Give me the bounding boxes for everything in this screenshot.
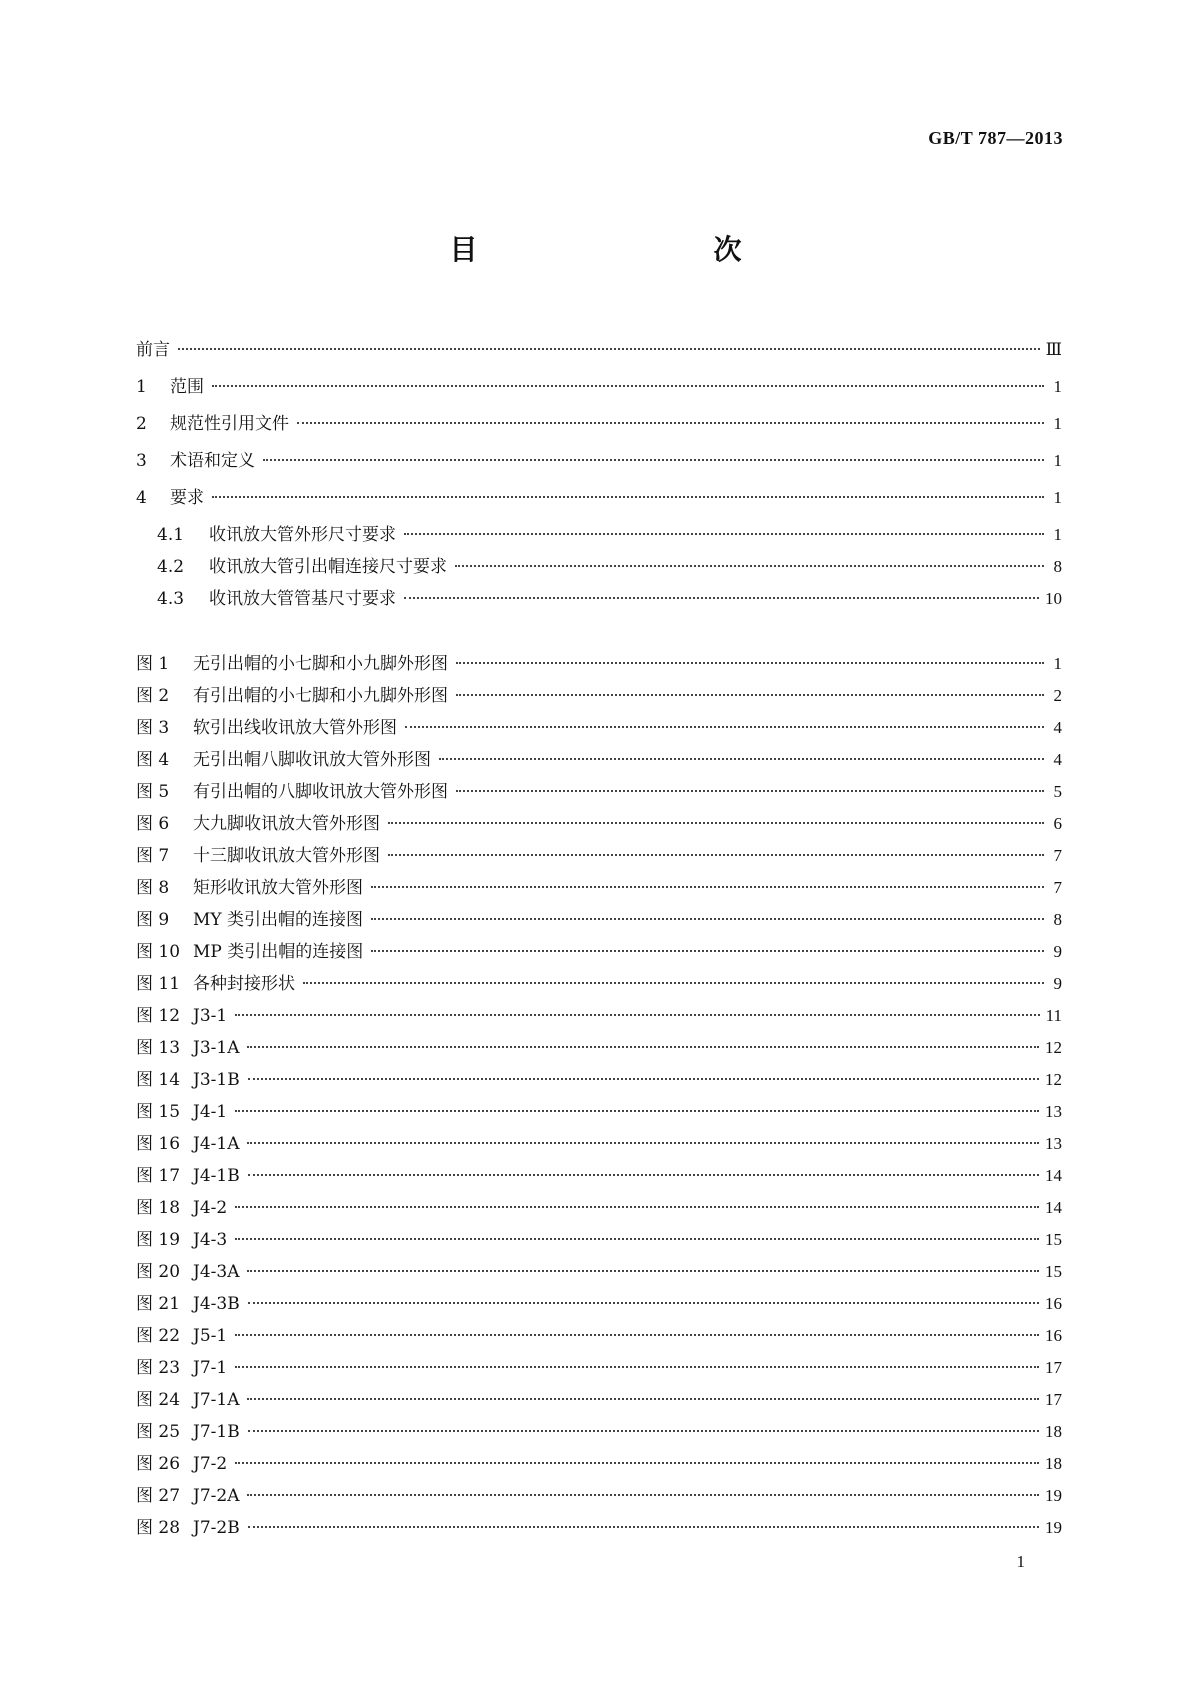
- toc-entry-text: J3-1A: [193, 1038, 240, 1058]
- toc-entry-text: J4-3: [193, 1230, 228, 1250]
- toc-figure-entry[interactable]: [136, 1289, 1062, 1315]
- toc-entry-number: 1: [136, 377, 147, 397]
- dot-leader: [247, 1494, 1039, 1496]
- toc-entry-text: 收讯放大管引出帽连接尺寸要求: [209, 557, 447, 577]
- toc-entry-page: 9: [1053, 942, 1062, 961]
- toc-entry-number: 图 26: [136, 1454, 181, 1474]
- toc-figure-entry[interactable]: [136, 1353, 1062, 1379]
- toc-entry-number: 图 1: [136, 654, 170, 674]
- toc-entry-page: 2: [1053, 686, 1062, 705]
- dot-leader: [456, 694, 1044, 696]
- dot-leader: [405, 726, 1044, 728]
- toc-entry-number: 图 14: [136, 1070, 181, 1090]
- toc-figure-entry[interactable]: [136, 969, 1062, 995]
- toc-entry-page: 12: [1045, 1038, 1062, 1057]
- dot-leader: [248, 1078, 1039, 1080]
- toc-entry-number: 4: [136, 488, 147, 508]
- dot-leader: [456, 790, 1044, 792]
- toc-entry-page: 4: [1053, 718, 1062, 737]
- toc-entry-page: 13: [1045, 1134, 1062, 1153]
- toc-entry-number: 图 6: [136, 814, 170, 834]
- toc-figure-entry[interactable]: [136, 873, 1062, 899]
- toc-entry-page: 1: [1053, 525, 1062, 544]
- toc-entry-page: 17: [1045, 1390, 1062, 1409]
- toc-entry-number: 4.2: [157, 557, 185, 577]
- toc-entry-number: 图 9: [136, 910, 170, 930]
- toc-figure-entry[interactable]: [136, 1481, 1062, 1507]
- page-number: 1: [1016, 1552, 1025, 1571]
- dot-leader: [248, 1430, 1039, 1432]
- toc-subentry[interactable]: [157, 584, 1062, 610]
- toc-entry-text: J3-1B: [193, 1070, 240, 1090]
- toc-entry-page: 5: [1053, 782, 1062, 801]
- toc-entry-page: 7: [1053, 846, 1062, 865]
- toc-figure-entry[interactable]: [136, 1321, 1062, 1347]
- dot-leader: [303, 982, 1044, 984]
- toc-figure-entry[interactable]: [136, 1129, 1062, 1155]
- toc-figure-entry[interactable]: [136, 1097, 1062, 1123]
- dot-leader: [388, 822, 1044, 824]
- toc-entry-page: 18: [1045, 1454, 1062, 1473]
- toc-entry-page: 8: [1053, 910, 1062, 929]
- dot-leader: [248, 1174, 1039, 1176]
- toc-entry[interactable]: [136, 446, 1062, 472]
- toc-entry-text: 规范性引用文件: [170, 414, 289, 434]
- toc-entry-text: J4-3A: [193, 1262, 240, 1282]
- toc-entry-text: 范围: [170, 377, 204, 397]
- dot-leader: [178, 348, 1040, 350]
- dot-leader: [235, 1014, 1039, 1016]
- toc-entry-text: J7-1A: [193, 1390, 240, 1410]
- toc-entry-page: 18: [1045, 1422, 1062, 1441]
- toc-entry-number: 图 24: [136, 1390, 181, 1410]
- toc-figure-entry[interactable]: [136, 649, 1062, 675]
- toc-entry-page: 12: [1045, 1070, 1062, 1089]
- dot-leader: [247, 1142, 1039, 1144]
- toc-entry-text: J7-2A: [193, 1486, 240, 1506]
- toc-entry-text: 有引出帽的八脚收讯放大管外形图: [193, 782, 448, 802]
- dot-leader: [263, 459, 1044, 461]
- toc-entry-number: 图 21: [136, 1294, 181, 1314]
- toc-entry-text: J7-2B: [193, 1518, 240, 1538]
- toc-entry-number: 图 7: [136, 846, 170, 866]
- dot-leader: [212, 385, 1044, 387]
- dot-leader: [235, 1238, 1039, 1240]
- toc-entry-text: J5-1: [193, 1326, 228, 1346]
- toc-figure-entry[interactable]: [136, 713, 1062, 739]
- toc-entry-page: 11: [1045, 1006, 1062, 1025]
- toc-figure-entry[interactable]: [136, 777, 1062, 803]
- toc-figure-entry[interactable]: [136, 1417, 1062, 1443]
- dot-leader: [247, 1270, 1039, 1272]
- toc-entry-page: 17: [1045, 1358, 1062, 1377]
- toc-entry-number: 图 8: [136, 878, 170, 898]
- toc-entry-text: 要求: [170, 488, 204, 508]
- dot-leader: [235, 1462, 1039, 1464]
- toc-subentry[interactable]: [157, 552, 1062, 578]
- toc-entry-number: 图 5: [136, 782, 170, 802]
- toc-entry-page: 8: [1053, 557, 1062, 576]
- toc-entry-page: 19: [1045, 1518, 1062, 1537]
- toc-entry-page: 14: [1045, 1198, 1062, 1217]
- toc-entry-number: 图 10: [136, 942, 181, 962]
- toc-entry-text: J7-1B: [193, 1422, 240, 1442]
- dot-leader: [235, 1110, 1039, 1112]
- toc-entry-number: 图 12: [136, 1006, 181, 1026]
- toc-entry[interactable]: [136, 409, 1062, 435]
- toc-entry-text: J4-3B: [193, 1294, 240, 1314]
- dot-leader: [248, 1526, 1039, 1528]
- toc-figure-entry[interactable]: [136, 1033, 1062, 1059]
- toc-entry-text: 软引出线收讯放大管外形图: [193, 718, 397, 738]
- toc-entry-page: 7: [1053, 878, 1062, 897]
- toc-entry-page: 1: [1053, 488, 1062, 507]
- toc-figure-entry[interactable]: [136, 809, 1062, 835]
- dot-leader: [247, 1046, 1039, 1048]
- toc-entry-number: 图 16: [136, 1134, 181, 1154]
- toc-entry-text: J4-1A: [193, 1134, 240, 1154]
- toc-entry-text: J4-1B: [193, 1166, 240, 1186]
- toc-entry-page: 14: [1045, 1166, 1062, 1185]
- toc-entry-text: 有引出帽的小七脚和小九脚外形图: [193, 686, 448, 706]
- toc-entry-number: 图 23: [136, 1358, 181, 1378]
- toc-entry-number: 图 25: [136, 1422, 181, 1442]
- toc-entry-text: MP 类引出帽的连接图: [193, 942, 364, 962]
- toc-figure-entry[interactable]: [136, 1513, 1062, 1539]
- toc-entry-text: 无引出帽的小七脚和小九脚外形图: [193, 654, 448, 674]
- toc-entry-page: 15: [1045, 1230, 1062, 1249]
- toc-entry-page: 1: [1053, 451, 1062, 470]
- toc-entry-text: 十三脚收讯放大管外形图: [193, 846, 380, 866]
- dot-leader: [371, 886, 1044, 888]
- toc-figure-entry[interactable]: [136, 1065, 1062, 1091]
- toc-entry-number: 3: [136, 451, 147, 471]
- dot-leader: [439, 758, 1044, 760]
- dot-leader: [235, 1366, 1039, 1368]
- dot-leader: [247, 1398, 1039, 1400]
- dot-leader: [297, 422, 1044, 424]
- dot-leader: [235, 1334, 1039, 1336]
- toc-entry-text: J3-1: [193, 1006, 228, 1026]
- dot-leader: [404, 597, 1039, 599]
- toc-entry-page: 16: [1045, 1326, 1062, 1345]
- dot-leader: [456, 662, 1044, 664]
- toc-entry-text: 收讯放大管管基尺寸要求: [209, 589, 396, 609]
- dot-leader: [248, 1302, 1039, 1304]
- toc-figure-entry[interactable]: [136, 1257, 1062, 1283]
- toc-entry-text: J4-1: [193, 1102, 228, 1122]
- toc-figure-entry[interactable]: [136, 1161, 1062, 1187]
- toc-entry-number: 图 13: [136, 1038, 181, 1058]
- toc-entry[interactable]: [136, 372, 1062, 398]
- toc-entry-text: J7-1: [193, 1358, 228, 1378]
- toc-entry-text: MY 类引出帽的连接图: [193, 910, 364, 930]
- dot-leader: [371, 950, 1044, 952]
- toc-entry[interactable]: [136, 335, 1062, 361]
- toc-entry-page: 1: [1053, 414, 1062, 433]
- toc-entry-number: 图 20: [136, 1262, 181, 1282]
- toc-subentry[interactable]: [157, 520, 1062, 546]
- toc-entry-number: 图 4: [136, 750, 170, 770]
- toc-entry-page: 1: [1053, 377, 1062, 396]
- toc-entry-page: 4: [1053, 750, 1062, 769]
- dot-leader: [212, 496, 1044, 498]
- dot-leader: [388, 854, 1044, 856]
- toc-entry-page: 13: [1045, 1102, 1062, 1121]
- toc-entry-page: 1: [1053, 654, 1062, 673]
- toc-entry-text: 矩形收讯放大管外形图: [193, 878, 363, 898]
- standard-number: GB/T 787—2013: [928, 128, 1063, 148]
- toc-entry-text: 收讯放大管外形尺寸要求: [209, 525, 396, 545]
- toc-entry-text: 各种封接形状: [193, 974, 295, 994]
- toc-entry-number: 图 15: [136, 1102, 181, 1122]
- toc-figure-entry[interactable]: [136, 745, 1062, 771]
- toc-entry-text: J4-2: [193, 1198, 228, 1218]
- toc-figure-entry[interactable]: [136, 1193, 1062, 1219]
- toc-figure-entry[interactable]: [136, 905, 1062, 931]
- toc-figure-entry[interactable]: [136, 1001, 1062, 1027]
- toc-entry-number: 图 3: [136, 718, 170, 738]
- toc-figure-entry[interactable]: [136, 1449, 1062, 1475]
- page-title: 目 次: [449, 233, 802, 266]
- dot-leader: [371, 918, 1044, 920]
- toc-entry-page: Ⅲ: [1045, 340, 1062, 359]
- toc-entry-number: 图 19: [136, 1230, 181, 1250]
- dot-leader: [404, 533, 1044, 535]
- toc-entry-number: 图 27: [136, 1486, 181, 1506]
- toc-entry-page: 15: [1045, 1262, 1062, 1281]
- toc-entry-text: 术语和定义: [170, 451, 255, 471]
- toc-figure-entry[interactable]: [136, 937, 1062, 963]
- toc-entry-text: J7-2: [193, 1454, 228, 1474]
- toc-entry-text: 前言: [136, 340, 170, 360]
- dot-leader: [235, 1206, 1039, 1208]
- toc-figure-entry[interactable]: [136, 1225, 1062, 1251]
- toc-entry-number: 图 17: [136, 1166, 181, 1186]
- toc-entry-number: 2: [136, 414, 147, 434]
- toc-entry-number: 图 28: [136, 1518, 181, 1538]
- toc-figure-entry[interactable]: [136, 681, 1062, 707]
- toc-entry-number: 图 22: [136, 1326, 181, 1346]
- toc-entry-number: 图 2: [136, 686, 170, 706]
- toc-entry-number: 图 11: [136, 974, 181, 994]
- toc-entry-page: 19: [1045, 1486, 1062, 1505]
- toc-figure-entry[interactable]: [136, 841, 1062, 867]
- toc-entry-text: 无引出帽八脚收讯放大管外形图: [193, 750, 431, 770]
- toc-entry[interactable]: [136, 483, 1062, 509]
- toc-figure-entry[interactable]: [136, 1385, 1062, 1411]
- toc-entry-number: 4.1: [157, 525, 185, 545]
- toc-entry-text: 大九脚收讯放大管外形图: [193, 814, 380, 834]
- toc-entry-number: 图 18: [136, 1198, 181, 1218]
- toc-entry-page: 9: [1053, 974, 1062, 993]
- toc-entry-page: 10: [1045, 589, 1062, 608]
- toc-entry-page: 6: [1053, 814, 1062, 833]
- toc-entry-number: 4.3: [157, 589, 185, 609]
- dot-leader: [455, 565, 1044, 567]
- toc-entry-page: 16: [1045, 1294, 1062, 1313]
